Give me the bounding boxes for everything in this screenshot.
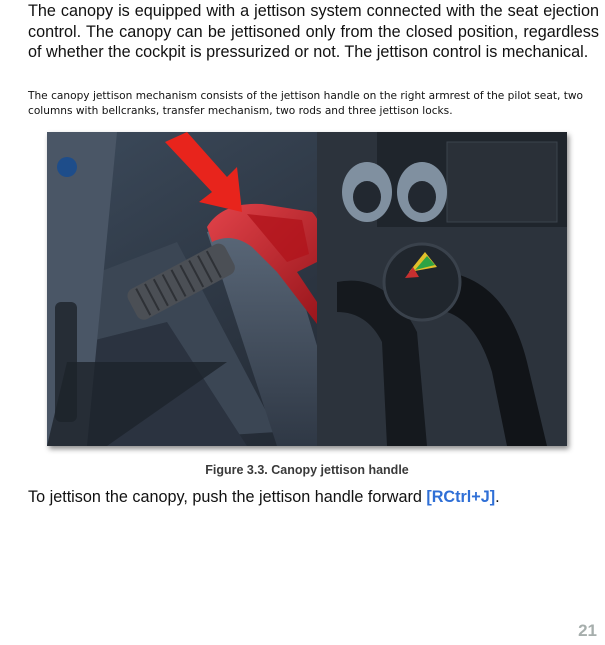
instruction-paragraph xyxy=(28,487,599,507)
mechanism-paragraph: The canopy jettison mechanism consists of the jettison handle on the right armrest of the pilot seat, two columns with bellcranks, transfer mechanism, two rods and three jettison locks. xyxy=(28,90,584,117)
keyboard-shortcut: [RCtrl+J] xyxy=(426,488,496,506)
figure-caption: Figure 3.3. Canopy jettison handle xyxy=(205,463,409,477)
instruction-text: To jettison the canopy, push the jettison handle forward xyxy=(28,488,427,506)
cockpit-figure-image xyxy=(47,132,567,446)
instruction-end: . xyxy=(495,488,500,506)
intro-paragraph: The canopy is equipped with a jettison system connected with the seat ejection control. The canopy can be jettisoned only from the closed position, regardless of whether the cockpit is pressurized or not. The jettison control is mechanical. xyxy=(28,2,599,61)
page-number: 21 xyxy=(578,621,597,640)
